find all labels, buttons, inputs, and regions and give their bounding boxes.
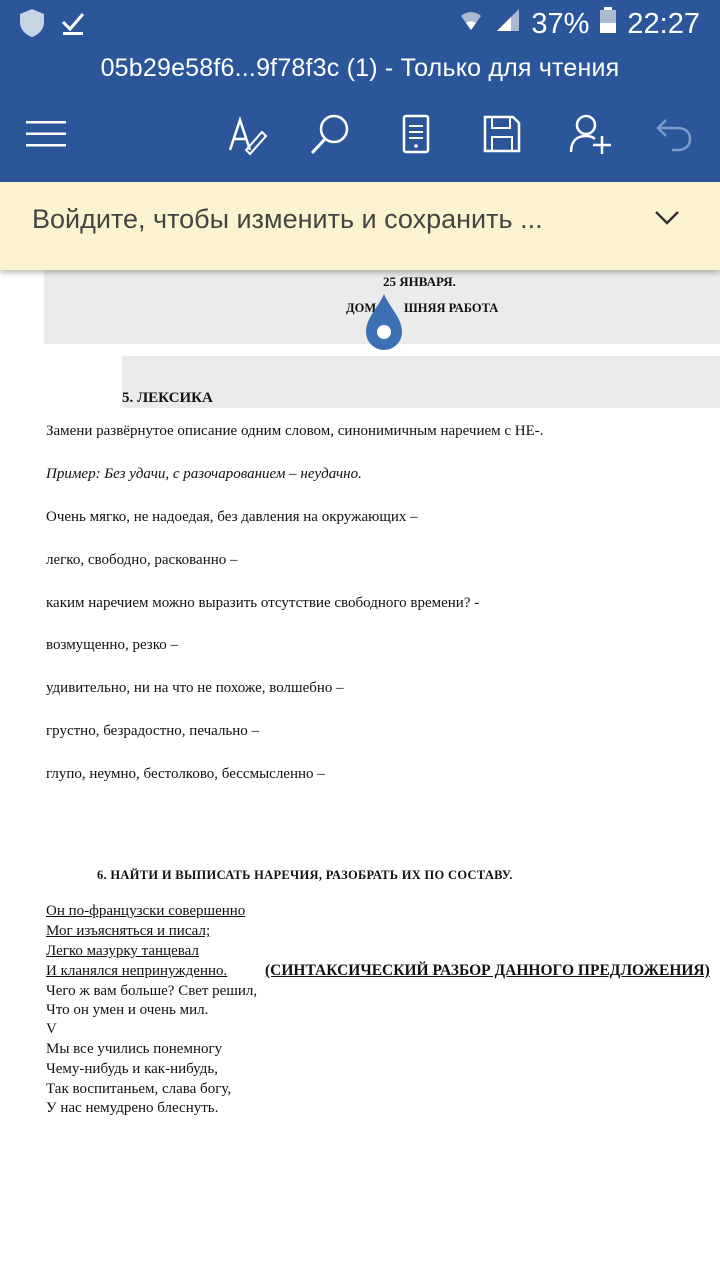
shield-icon xyxy=(18,8,46,43)
app-header xyxy=(0,48,720,182)
toolbar xyxy=(0,100,720,170)
share-icon xyxy=(568,112,612,161)
battery-percent: 37% xyxy=(531,7,590,40)
exercise-line: легко, свободно, раскованно – xyxy=(46,552,238,568)
date-heading: 25 ЯНВАРЯ. xyxy=(383,274,456,289)
save-icon xyxy=(482,114,522,159)
poem-line: У нас немудрено блеснуть. xyxy=(46,1100,219,1116)
exercise-line: Очень мягко, не надоедая, без давления на окружающих – xyxy=(46,509,418,525)
poem-line: Легко мазурку танцевал xyxy=(46,943,199,959)
undo-icon xyxy=(654,114,694,159)
poem-line: И кланялся непринужденно. xyxy=(46,963,228,979)
example-text: Пример: Без удачи, с разочарованием – неудачно. xyxy=(46,466,362,482)
poem-line: Чему-нибудь и как-нибудь, xyxy=(46,1061,218,1077)
share-button[interactable] xyxy=(562,108,618,164)
signin-banner[interactable] xyxy=(0,182,720,270)
poem-line: Так воспитаньем, слава богу, xyxy=(46,1081,232,1097)
section6-heading: 6. НАЙТИ И ВЫПИСАТЬ НАРЕЧИЯ, РАЗОБРАТЬ ИХ ПО СОСТАВУ. xyxy=(97,868,513,882)
status-bar xyxy=(0,0,720,48)
section5-heading: 5. ЛЕКСИКА xyxy=(122,390,213,406)
poem-line: V xyxy=(46,1021,57,1037)
syntax-note: (СИНТАКСИЧЕСКИЙ РАЗБОР ДАННОГО ПРЕДЛОЖЕНИЯ) xyxy=(265,962,710,979)
draw-button[interactable] xyxy=(218,108,274,164)
exercise-line: удивительно, ни на что не похоже, волшебно – xyxy=(46,680,344,696)
signin-message: Войдите, чтобы изменить и сохранить ... xyxy=(32,204,543,234)
homework-heading-right: ШНЯЯ РАБОТА xyxy=(404,301,499,315)
instruction-text: Замени развёрнутое описание одним словом, синонимичным наречием с НЕ-. xyxy=(46,423,544,439)
poem-line: Мы все учились понемногу xyxy=(46,1041,223,1057)
draw-icon xyxy=(224,112,268,161)
search-button[interactable] xyxy=(302,108,358,164)
document-title: 05b29e58f6...9f78f3c (1) - Только для чтения xyxy=(100,54,620,82)
poem-line: Мог изъясняться и писал; xyxy=(46,923,211,939)
poem-line: Чего ж вам больше? Свет решил, xyxy=(46,983,258,999)
poem-line: Что он умен и очень мил. xyxy=(46,1002,209,1018)
signal-icon xyxy=(495,7,521,41)
document-canvas[interactable] xyxy=(0,270,720,1280)
poem-line: Он по-французски совершенно xyxy=(46,903,246,919)
chevron-down-icon xyxy=(654,213,680,230)
mobile-view-button[interactable] xyxy=(388,108,444,164)
menu-button[interactable] xyxy=(18,108,74,164)
clock: 22:27 xyxy=(627,7,700,40)
wifi-icon xyxy=(457,6,485,42)
undo-button[interactable] xyxy=(646,108,702,164)
exercise-line: глупо, неумно, бестолково, бессмысленно – xyxy=(46,766,325,782)
search-icon xyxy=(308,112,352,161)
save-button[interactable] xyxy=(474,108,530,164)
expand-banner-button[interactable] xyxy=(654,210,680,231)
mobile-view-icon xyxy=(401,114,431,159)
menu-icon xyxy=(24,119,68,154)
battery-icon xyxy=(599,6,617,42)
exercise-line: каким наречием можно выразить отсутствие свободного времени? - xyxy=(46,595,480,611)
cursor-handle[interactable] xyxy=(364,292,404,359)
check-icon xyxy=(60,10,86,41)
homework-heading-left: ДОМ xyxy=(346,301,377,315)
exercise-line: грустно, безрадостно, печально – xyxy=(46,723,260,739)
exercise-line: возмущенно, резко – xyxy=(46,637,178,653)
